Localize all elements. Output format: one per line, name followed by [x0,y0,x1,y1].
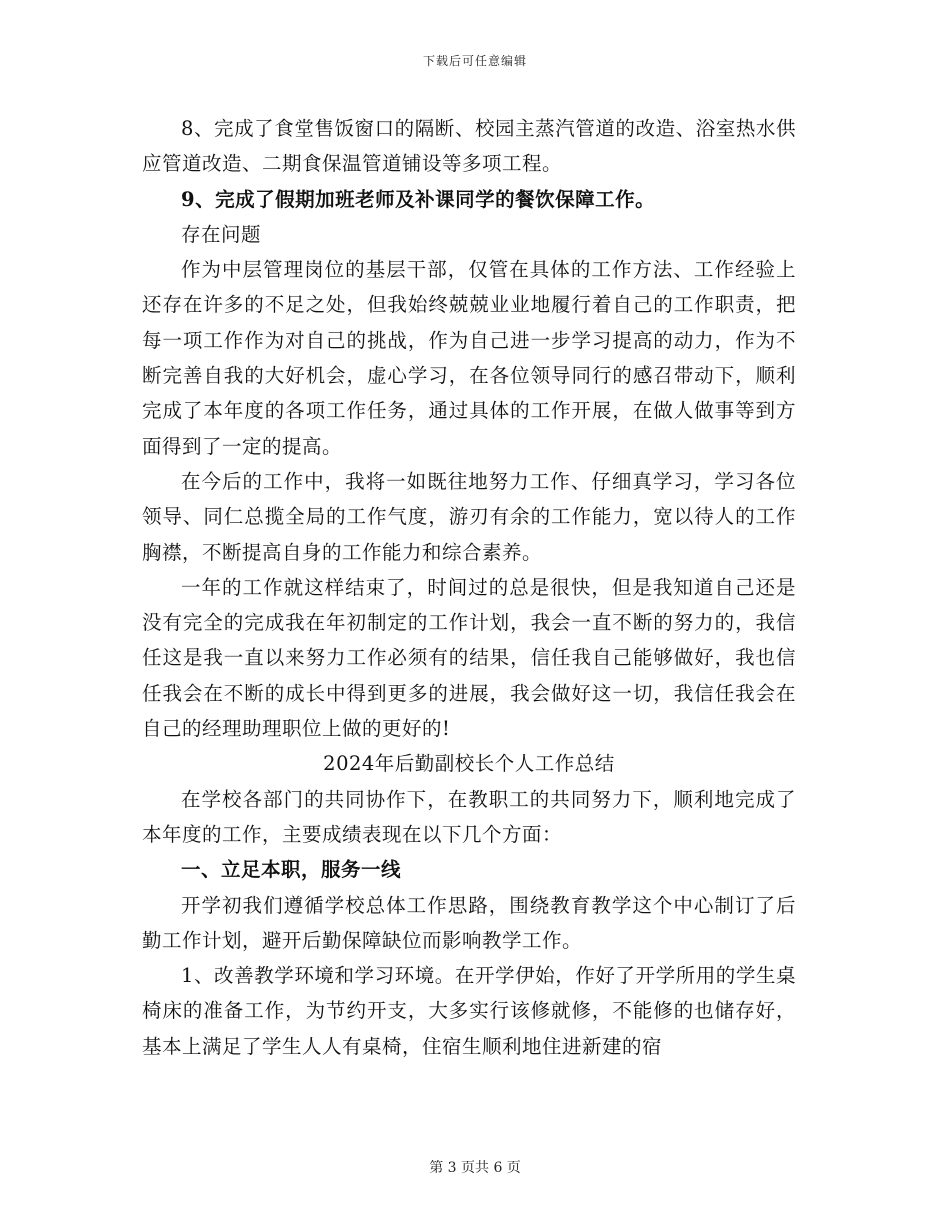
page-header-note: 下载后可任意编辑 [422,54,527,68]
section-heading-issues: 存在问题 [181,222,262,246]
paragraph-item-9: 9、完成了假期加班老师及补课同学的餐饮保障工作。 [181,187,656,211]
document-body [142,111,796,1064]
section-heading-1: 一、立足本职，服务一线 [181,858,402,882]
paragraph-year-end: 一年的工作就这样结束了，时间过的总是很快，但是我知道自己还是没有完全的完成我在年初制定的工作计划，我会一直不断的努力的，我信任这是我一直以来努力工作必须有的结果，信任我自己能够做好，我也信任我会在不断的成长中得到更多的进展，我会做好这一切，我信任我会在自己的经理助理职位上做的更好的! [142,575,796,741]
paragraph-item-8: 8、完成了食堂售饭窗口的隔断、校园主蒸汽管道的改造、浴室热水供应管道改造、二期食保温管道铺设等多项工程。 [142,117,796,176]
paragraph-intro: 在学校各部门的共同协作下，在教职工的共同努力下，顺利地完成了本年度的工作，主要成绩表现在以下几个方面： [142,787,796,846]
paragraph-issues-body: 作为中层管理岗位的基层干部，仅管在具体的工作方法、工作经验上还存在许多的不足之处，但我始终兢兢业业地履行着自己的工作职责，把每一项工作作为对自己的挑战，作为自己进一步学习提高的动力，作为不断完善自我的大好机会，虚心学习，在各位领导同行的感召带动下，顺利完成了本年度的各项工作任务，通过具体的工作开展，在做人做事等到方面得到了一定的提高。 [142,258,796,458]
paragraph-future-work: 在今后的工作中，我将一如既往地努力工作、仔细真学习，学习各位领导、同仁总揽全局的工作气度，游刃有余的工作能力，宽以待人的工作胸襟，不断提高自身的工作能力和综合素养。 [142,469,796,564]
paragraph-plan: 开学初我们遵循学校总体工作思路，围绕教育教学这个中心制订了后勤工作计划，避开后勤保障缺位而影响教学工作。 [142,893,796,952]
document-title: 2024年后勤副校长个人工作总结 [323,752,615,776]
page-footer-number: 第 3 页共 6 页 [429,1160,521,1176]
paragraph-item-1: 1、改善教学环境和学习环境。在开学伊始，作好了开学所用的学生桌椅床的准备工作，为节约开支，大多实行该修就修，不能修的也储存好，基本上满足了学生人人有桌椅，住宿生顺利地住进新建的宿 [142,964,796,1058]
